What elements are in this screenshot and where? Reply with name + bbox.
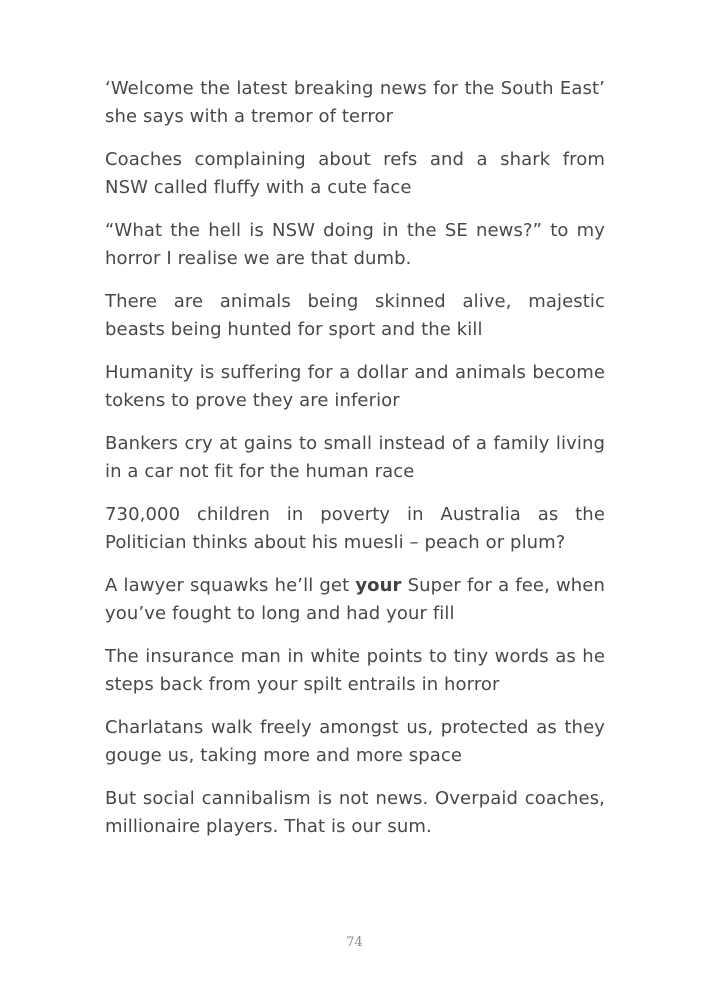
text-run: Bankers cry at gains to small instead of a family living in a car not fit for the human race [105, 433, 605, 482]
paragraph [105, 430, 605, 486]
bold-text: your [355, 575, 402, 596]
text-run: 730,000 children in poverty in Australia as the Politician thinks about his muesli – peach or plum? [105, 504, 605, 553]
paragraph [105, 501, 605, 557]
text-run: A lawyer squawks he’ll get [105, 575, 356, 596]
text-run: But social cannibalism is not news. Overpaid coaches, millionaire players. That is our sum. [105, 788, 605, 837]
text-run: Humanity is suffering for a dollar and animals become tokens to prove they are inferior [105, 362, 605, 411]
text-run: Charlatans walk freely amongst us, protected as they gouge us, taking more and more space [105, 717, 605, 766]
text-run: Coaches complaining about refs and a shark from NSW called fluffy with a cute face [105, 149, 605, 198]
paragraph [105, 217, 605, 273]
paragraph [105, 714, 605, 770]
paragraph [105, 643, 605, 699]
text-run: ‘Welcome the latest breaking news for the South East’ she says with a tremor of terror [105, 78, 605, 127]
text-run: “What the hell is NSW doing in the SE news?” to my horror I realise we are that dumb. [105, 220, 605, 269]
paragraph [105, 75, 605, 131]
paragraph [105, 359, 605, 415]
text-run: Super for a fee, when you’ve fought to long and had your fill [105, 575, 605, 624]
paragraph [105, 785, 605, 841]
paragraph [105, 146, 605, 202]
paragraph [105, 288, 605, 344]
text-run: The insurance man in white points to tiny words as he steps back from your spilt entrails in horror [105, 646, 605, 695]
text-run: There are animals being skinned alive, majestic beasts being hunted for sport and the kill [105, 291, 605, 340]
page-number: 74 [346, 935, 363, 950]
paragraph [105, 572, 605, 628]
poem-body [105, 75, 605, 856]
